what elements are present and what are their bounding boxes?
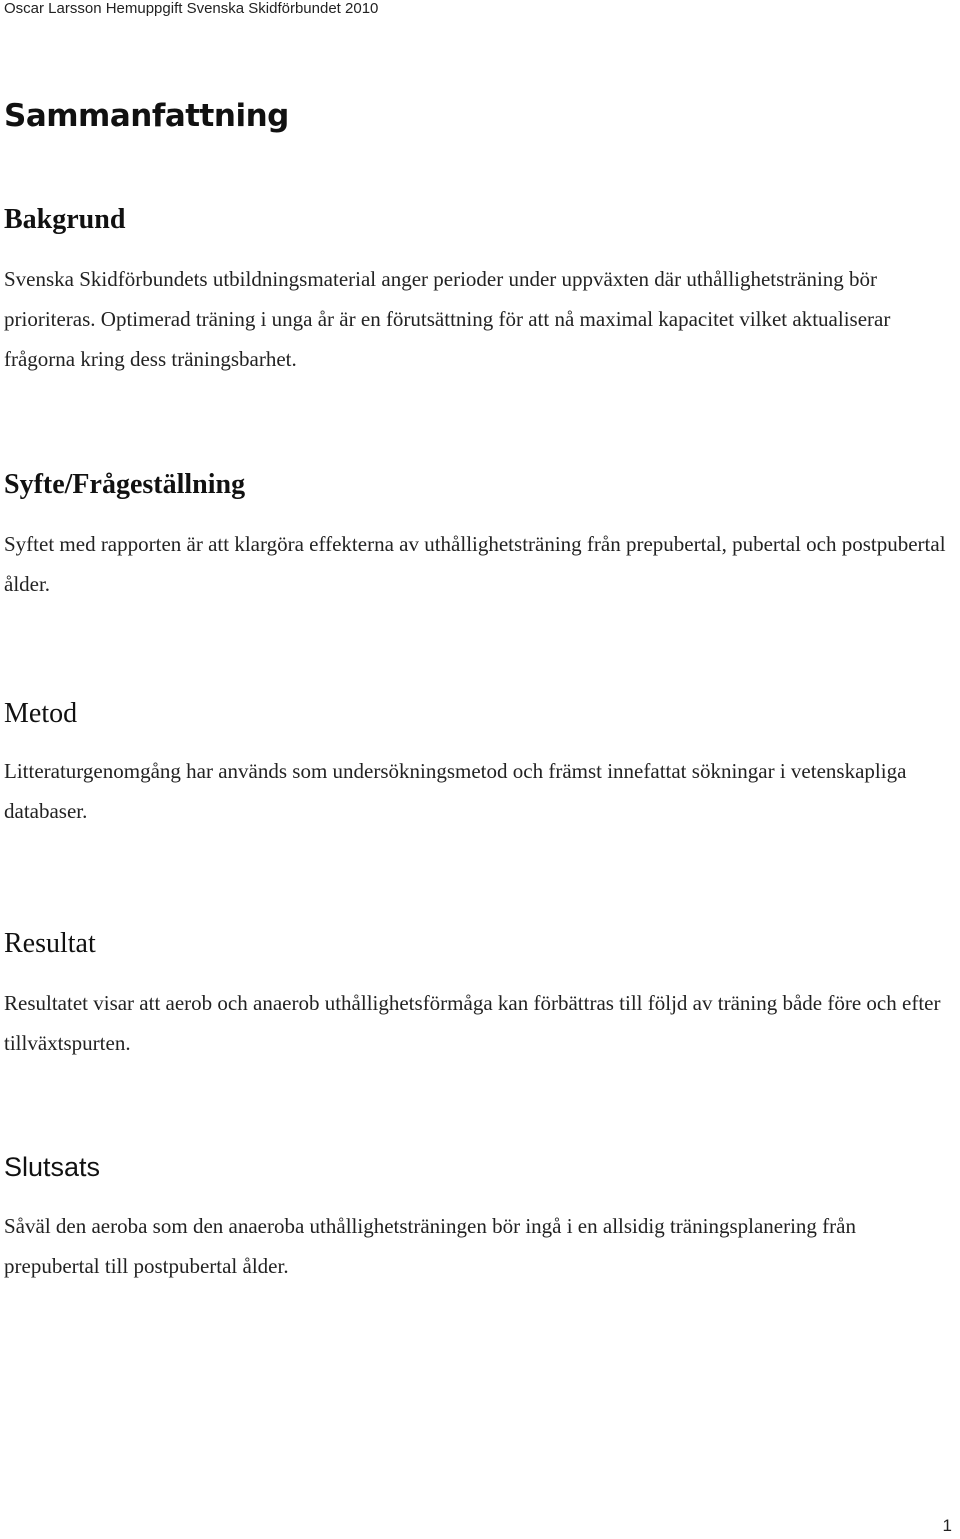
- running-header: Oscar Larsson Hemuppgift Svenska Skidförbundet 2010: [4, 0, 379, 17]
- section-body-metod: Litteraturgenomgång har används som undersökningsmetod och främst innefattat sökningar i vetenskapliga databaser.: [4, 759, 907, 823]
- section-heading-slutsats: Slutsats: [4, 1152, 101, 1182]
- page-number: 1: [942, 1516, 952, 1535]
- section-body-syfte: Syftet med rapporten är att klargöra effekterna av uthållighetsträning från prepubertal, pubertal och postpubertal ålder.: [4, 532, 946, 596]
- section-slutsats: [4, 1150, 954, 1286]
- section-resultat: [4, 927, 954, 1063]
- page-title: Sammanfattning: [4, 98, 289, 134]
- section-syfte: [4, 468, 954, 604]
- section-body-resultat: Resultatet visar att aerob och anaerob uthållighetsförmåga kan förbättras till följd av träning både före och efter tillväxtspurten.: [4, 991, 941, 1055]
- section-heading-metod: Metod: [4, 698, 78, 729]
- section-bakgrund: [4, 203, 954, 379]
- section-body-slutsats: Såväl den aeroba som den anaeroba uthållighetsträningen bör ingå i en allsidig träningsplanering från prepubertal till postpubertal ålder.: [4, 1214, 856, 1278]
- section-heading-resultat: Resultat: [4, 928, 96, 959]
- section-heading-bakgrund: Bakgrund: [4, 204, 126, 235]
- section-body-bakgrund: Svenska Skidförbundets utbildningsmaterial anger perioder under uppväxten där uthållighetsträning bör prioriteras. Optimerad träning i unga år är en förutsättning för att nå maximal kapacitet vilket aktualiserar frågorna kring dess träningsbarhet.: [4, 267, 891, 371]
- section-heading-syfte: Syfte/Frågeställning: [4, 469, 246, 500]
- section-metod: [4, 697, 954, 831]
